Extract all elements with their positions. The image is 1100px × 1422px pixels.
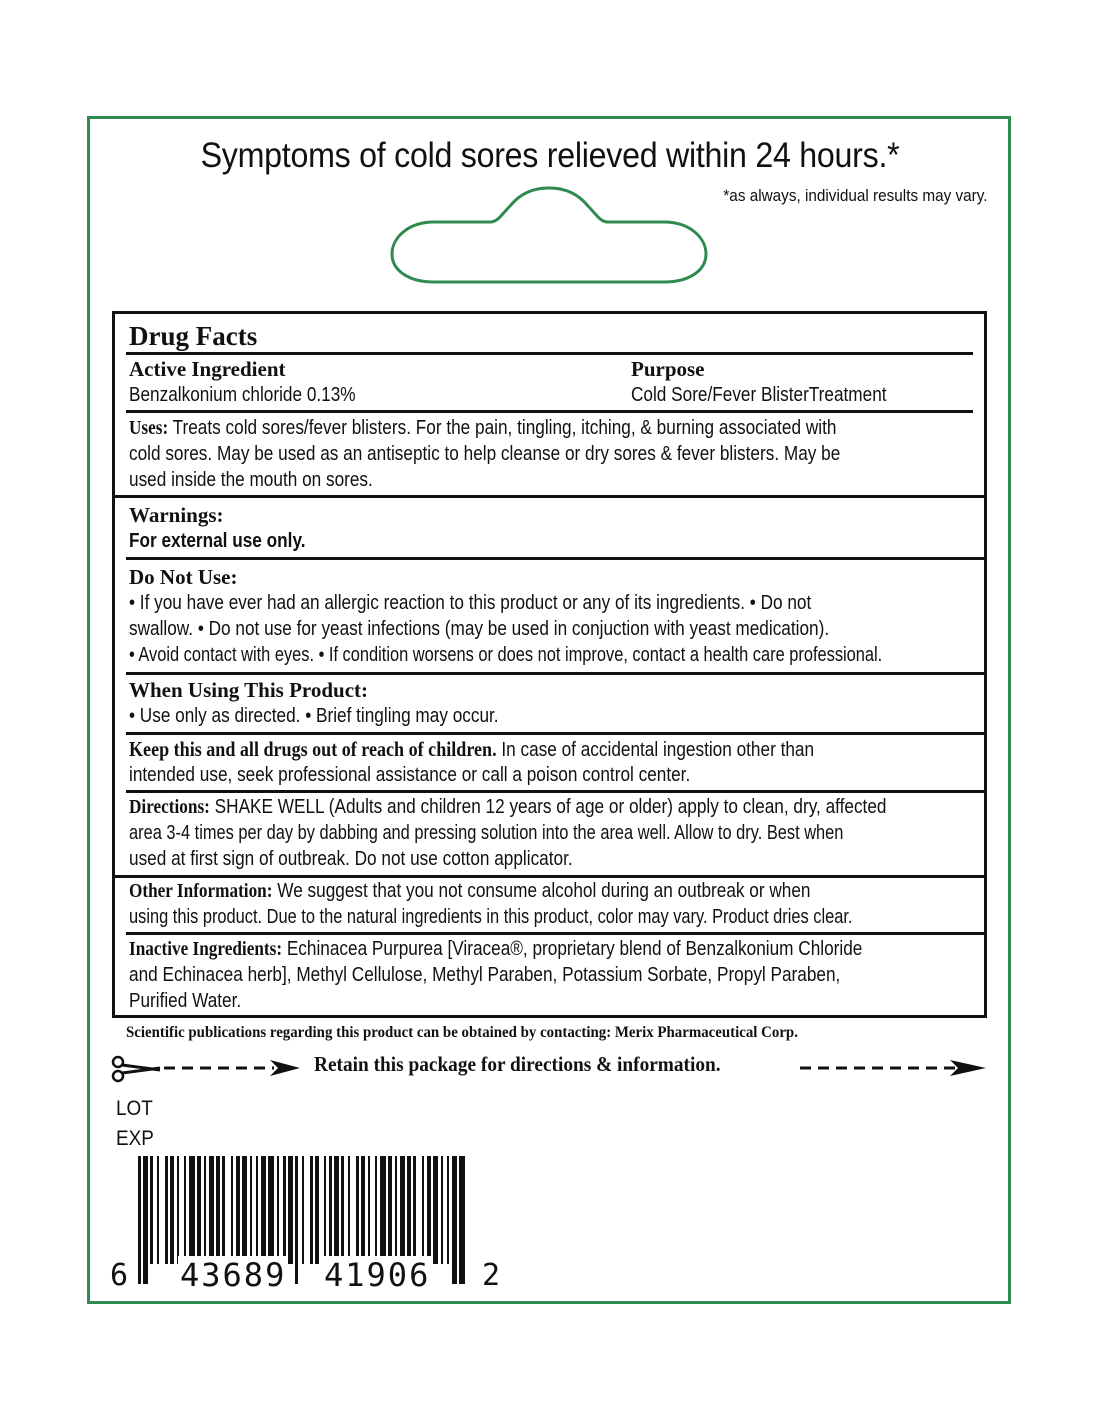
barcode-bar — [400, 1156, 405, 1264]
other-info-line-1: Other Information: We suggest that you not consume alcohol during an outbreak or when — [129, 880, 811, 902]
barcode-bar — [165, 1156, 168, 1264]
barcode-bar — [324, 1156, 326, 1264]
retain-note: Retain this package for directions & information. — [314, 1052, 721, 1076]
barcode-bar — [380, 1156, 386, 1264]
barcode-bar — [348, 1156, 350, 1264]
divider — [126, 732, 984, 735]
lot-label: LOT — [116, 1097, 153, 1120]
barcode-bars — [110, 1150, 510, 1300]
divider — [126, 932, 984, 935]
dashed-arrow-right — [800, 1058, 988, 1078]
barcode-bar — [452, 1156, 457, 1284]
barcode-bar — [413, 1156, 416, 1264]
barcode-bar — [329, 1156, 332, 1264]
barcode-bar — [277, 1156, 279, 1264]
barcode — [110, 1150, 510, 1300]
barcode-bar — [268, 1156, 274, 1264]
barcode-bar — [295, 1156, 298, 1284]
divider — [126, 557, 984, 560]
barcode-digit-right: 2 — [482, 1258, 501, 1293]
drug-facts-title: Drug Facts — [129, 321, 258, 351]
barcode-bar — [216, 1156, 220, 1264]
barcode-bar — [427, 1156, 431, 1264]
warnings-label: Warnings: — [129, 503, 224, 527]
barcode-bar — [209, 1156, 214, 1264]
barcode-bar — [288, 1156, 293, 1264]
dashed-arrow-left — [164, 1058, 304, 1078]
do-not-use-line-2: swallow. • Do not use for yeast infections (may be used in conjuction with yeast medication). — [129, 618, 830, 640]
barcode-bar — [302, 1156, 304, 1264]
uses-line-3: used inside the mouth on sores. — [129, 469, 373, 491]
barcode-bar — [422, 1156, 424, 1264]
divider — [115, 495, 984, 498]
barcode-bar — [447, 1156, 449, 1264]
directions-line-3: used at first sign of outbreak. Do not use cotton applicator. — [129, 848, 573, 870]
barcode-bar — [261, 1156, 266, 1264]
do-not-use-line-3: • Avoid contact with eyes. • If condition worsens or does not improve, contact a health care professional. — [129, 644, 883, 666]
barcode-bar — [368, 1156, 370, 1264]
barcode-bar — [157, 1156, 159, 1264]
uses-line-1: Uses: Treats cold sores/fever blisters. For the pain, tingling, itching, & burning associated with — [129, 417, 837, 439]
headline: Symptoms of cold sores relieved within 24 hours.* — [200, 136, 900, 175]
barcode-bar — [222, 1156, 225, 1264]
barcode-group-right: 41906 — [324, 1256, 431, 1294]
hang-tab-outline — [386, 182, 712, 288]
directions-line-2: area 3-4 times per day by dabbing and pressing solution into the area well. Allow to dry. Best when — [129, 822, 844, 844]
barcode-bar — [138, 1156, 141, 1284]
barcode-bar — [242, 1156, 247, 1264]
barcode-bar — [256, 1156, 258, 1264]
when-using-label: When Using This Product: — [129, 678, 369, 702]
barcode-bar — [184, 1156, 186, 1264]
divider — [126, 410, 973, 413]
barcode-bar — [334, 1156, 339, 1264]
barcode-bar — [143, 1156, 148, 1284]
inactive-ingredients-line-3: Purified Water. — [129, 990, 242, 1012]
barcode-bar — [177, 1156, 179, 1264]
barcode-bar — [189, 1156, 195, 1264]
barcode-bar — [361, 1156, 365, 1264]
barcode-bar — [433, 1156, 438, 1264]
do-not-use-label: Do Not Use: — [129, 565, 238, 589]
barcode-bar — [315, 1156, 319, 1264]
directions-line-1: Directions: SHAKE WELL (Adults and children 12 years of age or older) apply to clean, dry, affected — [129, 796, 887, 818]
barcode-bar — [197, 1156, 201, 1264]
do-not-use-line-1: • If you have ever had an allergic reaction to this product or any of its ingredients. • Do not — [129, 592, 812, 614]
purpose-label: Purpose — [631, 357, 705, 381]
barcode-bar — [441, 1156, 443, 1264]
barcode-bar — [356, 1156, 359, 1264]
purpose-value: Cold Sore/Fever BlisterTreatment — [631, 384, 887, 406]
divider — [126, 790, 984, 793]
barcode-bar — [310, 1156, 313, 1264]
barcode-bar — [150, 1156, 153, 1264]
barcode-group-left: 43689 — [180, 1256, 287, 1294]
retain-row — [108, 1050, 988, 1084]
publications-note: Scientific publications regarding this product can be obtained by contacting: Merix Pharmaceutical Corp. — [126, 1024, 798, 1041]
inactive-ingredients-line-2: and Echinacea herb], Methyl Cellulose, Methyl Paraben, Potassium Sorbate, Propyl Paraben, — [129, 964, 841, 986]
barcode-bar — [236, 1156, 240, 1264]
other-info-line-2: using this product. Due to the natural ingredients in this product, color may vary. Product dries clear. — [129, 906, 853, 928]
barcode-bar — [231, 1156, 233, 1264]
warnings-value: For external use only. — [129, 530, 306, 552]
barcode-bar — [250, 1156, 252, 1264]
divider — [126, 672, 984, 675]
uses-line-2: cold sores. May be used as an antiseptic to help cleanse or dry sores & fever blisters. May be — [129, 443, 841, 465]
drug-facts-panel — [112, 311, 987, 1018]
active-ingredient-label: Active Ingredient — [129, 357, 286, 381]
barcode-bar — [407, 1156, 411, 1264]
barcode-bar — [459, 1156, 465, 1284]
barcode-bar — [283, 1156, 286, 1264]
divider — [126, 352, 973, 355]
barcode-bar — [388, 1156, 392, 1264]
keep-out-of-reach-line-2: intended use, seek professional assistance or call a poison control center. — [129, 764, 691, 786]
scissors-icon — [108, 1052, 168, 1086]
barcode-bar — [170, 1156, 174, 1264]
inactive-ingredients-line-1: Inactive Ingredients: Echinacea Purpurea [Viracea®, proprietary blend of Benzalkonium Chloride — [129, 938, 863, 960]
barcode-bar — [204, 1156, 206, 1264]
barcode-bar — [375, 1156, 377, 1264]
when-using-value: • Use only as directed. • Brief tingling may occur. — [129, 705, 499, 727]
active-ingredient-value: Benzalkonium chloride 0.13% — [129, 384, 356, 406]
disclaimer: *as always, individual results may vary. — [723, 186, 988, 205]
barcode-bar — [341, 1156, 344, 1264]
exp-label: EXP — [116, 1127, 154, 1150]
barcode-bar — [395, 1156, 397, 1264]
keep-out-of-reach-line-1: Keep this and all drugs out of reach of children. In case of accidental ingestion other than — [129, 737, 815, 761]
barcode-digit-left: 6 — [110, 1258, 129, 1293]
